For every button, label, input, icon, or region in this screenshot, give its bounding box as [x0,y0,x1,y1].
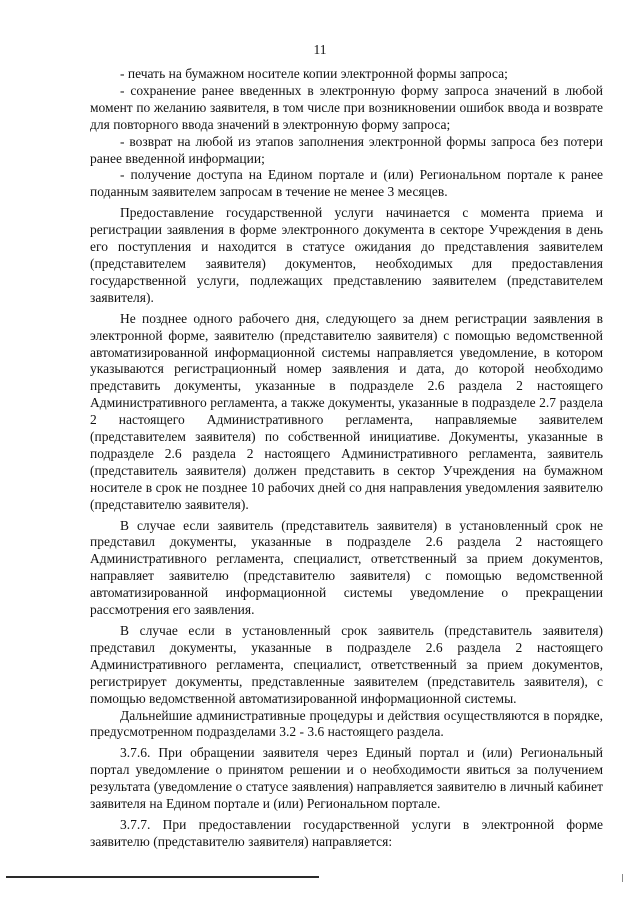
page-number: 11 [313,42,327,57]
list-item-print: - печать на бумажном носителе копии электронной формы запроса; [120,66,508,81]
list-item-return: - возврат на любой из этапов заполнения электронной формы запроса без потери ранее введенной информации; [90,133,603,166]
document-body [90,66,603,851]
scan-edge-mark [622,874,623,882]
list-item-save: - сохранение ранее введенных в электронную форму запроса значений в любой момент по желанию заявителя, в том числе при возникновении ошибок ввода и возврате для повторного ввода значений в электронную форму запроса; [90,82,603,132]
list-item-access: - получение доступа на Едином портале и (или) Региональном портале к ранее поданным заявителем запросам в течение не менее 3 месяцев. [90,167,603,200]
paragraph-3-7-7: 3.7.7. При предоставлении государственной услуги в электронной форме заявителю (представителю заявителя) направляется: [90,816,603,849]
paragraph-not-submitted: В случае если заявитель (представитель заявителя) в установленный срок не представил документы, указанные в подразделе 2.6 раздела 2 настоящего Административного регламента, специалист, ответственный за прием документов, направляет заявителю (представителю заявителя) с помощью ведомственной автоматизированной информационной системы уведомление о прекращении рассмотрения его заявления. [90,517,603,618]
paragraph-service-start: Предоставление государственной услуги начинается с момента приема и регистрации заявления в форме электронного документа в секторе Учреждения в день его поступления и находится в статусе ожидания до представления заявителем (представителем заявителя) документов, необходимых для предоставления государственной услуги, подлежащих представлению заявителем (представителем заявителя). [90,205,603,305]
paragraph-submitted: В случае если в установленный срок заявитель (представитель заявителя) представил документы, указанные в подразделе 2.6 раздела 2 настоящего Административного регламента, специалист, ответственный за прием документов, регистрирует документы, представленные заявителем (представитель заявителя), с помощью ведомственной автоматизированной информационной системы. [90,623,603,706]
paragraph-notification: Не позднее одного рабочего дня, следующего за днем регистрации заявления в электронной форме, заявителю (представителю заявителя) с помощью ведомственной автоматизированной информационной системы направляется уведомление, в котором указываются регистрационный номер заявления и дата, до которой необходимо представить документы, указанные в подразделе 2.6 раздела 2 настоящего Административного регламента, а также документы, указанные в подразделе 2.7 раздела 2 настоящего Административного регламента, направляемые заявителем (представителем заявителя) по собственной инициативе. Документы, указанные в подразделе 2.6 раздела 2 настоящего Административного регламента, заявитель (представитель заявителя) должен представить в сектор Учреждения на бумажном носителе в срок не позднее 10 рабочих дней со дня направления уведомления заявителю (представителю заявителя). [90,310,603,512]
paragraph-further-procedures: Дальнейшие административные процедуры и действия осуществляются в порядке, предусмотренном подразделами 3.2 - 3.6 настоящего раздела. [90,707,603,740]
footer-divider [6,876,319,878]
paragraph-3-7-6: 3.7.6. При обращении заявителя через Единый портал и (или) Региональный портал уведомление о принятом решении и о необходимости явиться за получением результата (уведомление о статусе заявления) направляется заявителю в личный кабинет заявителя на Едином портале и (или) Региональном портале. [90,745,603,812]
